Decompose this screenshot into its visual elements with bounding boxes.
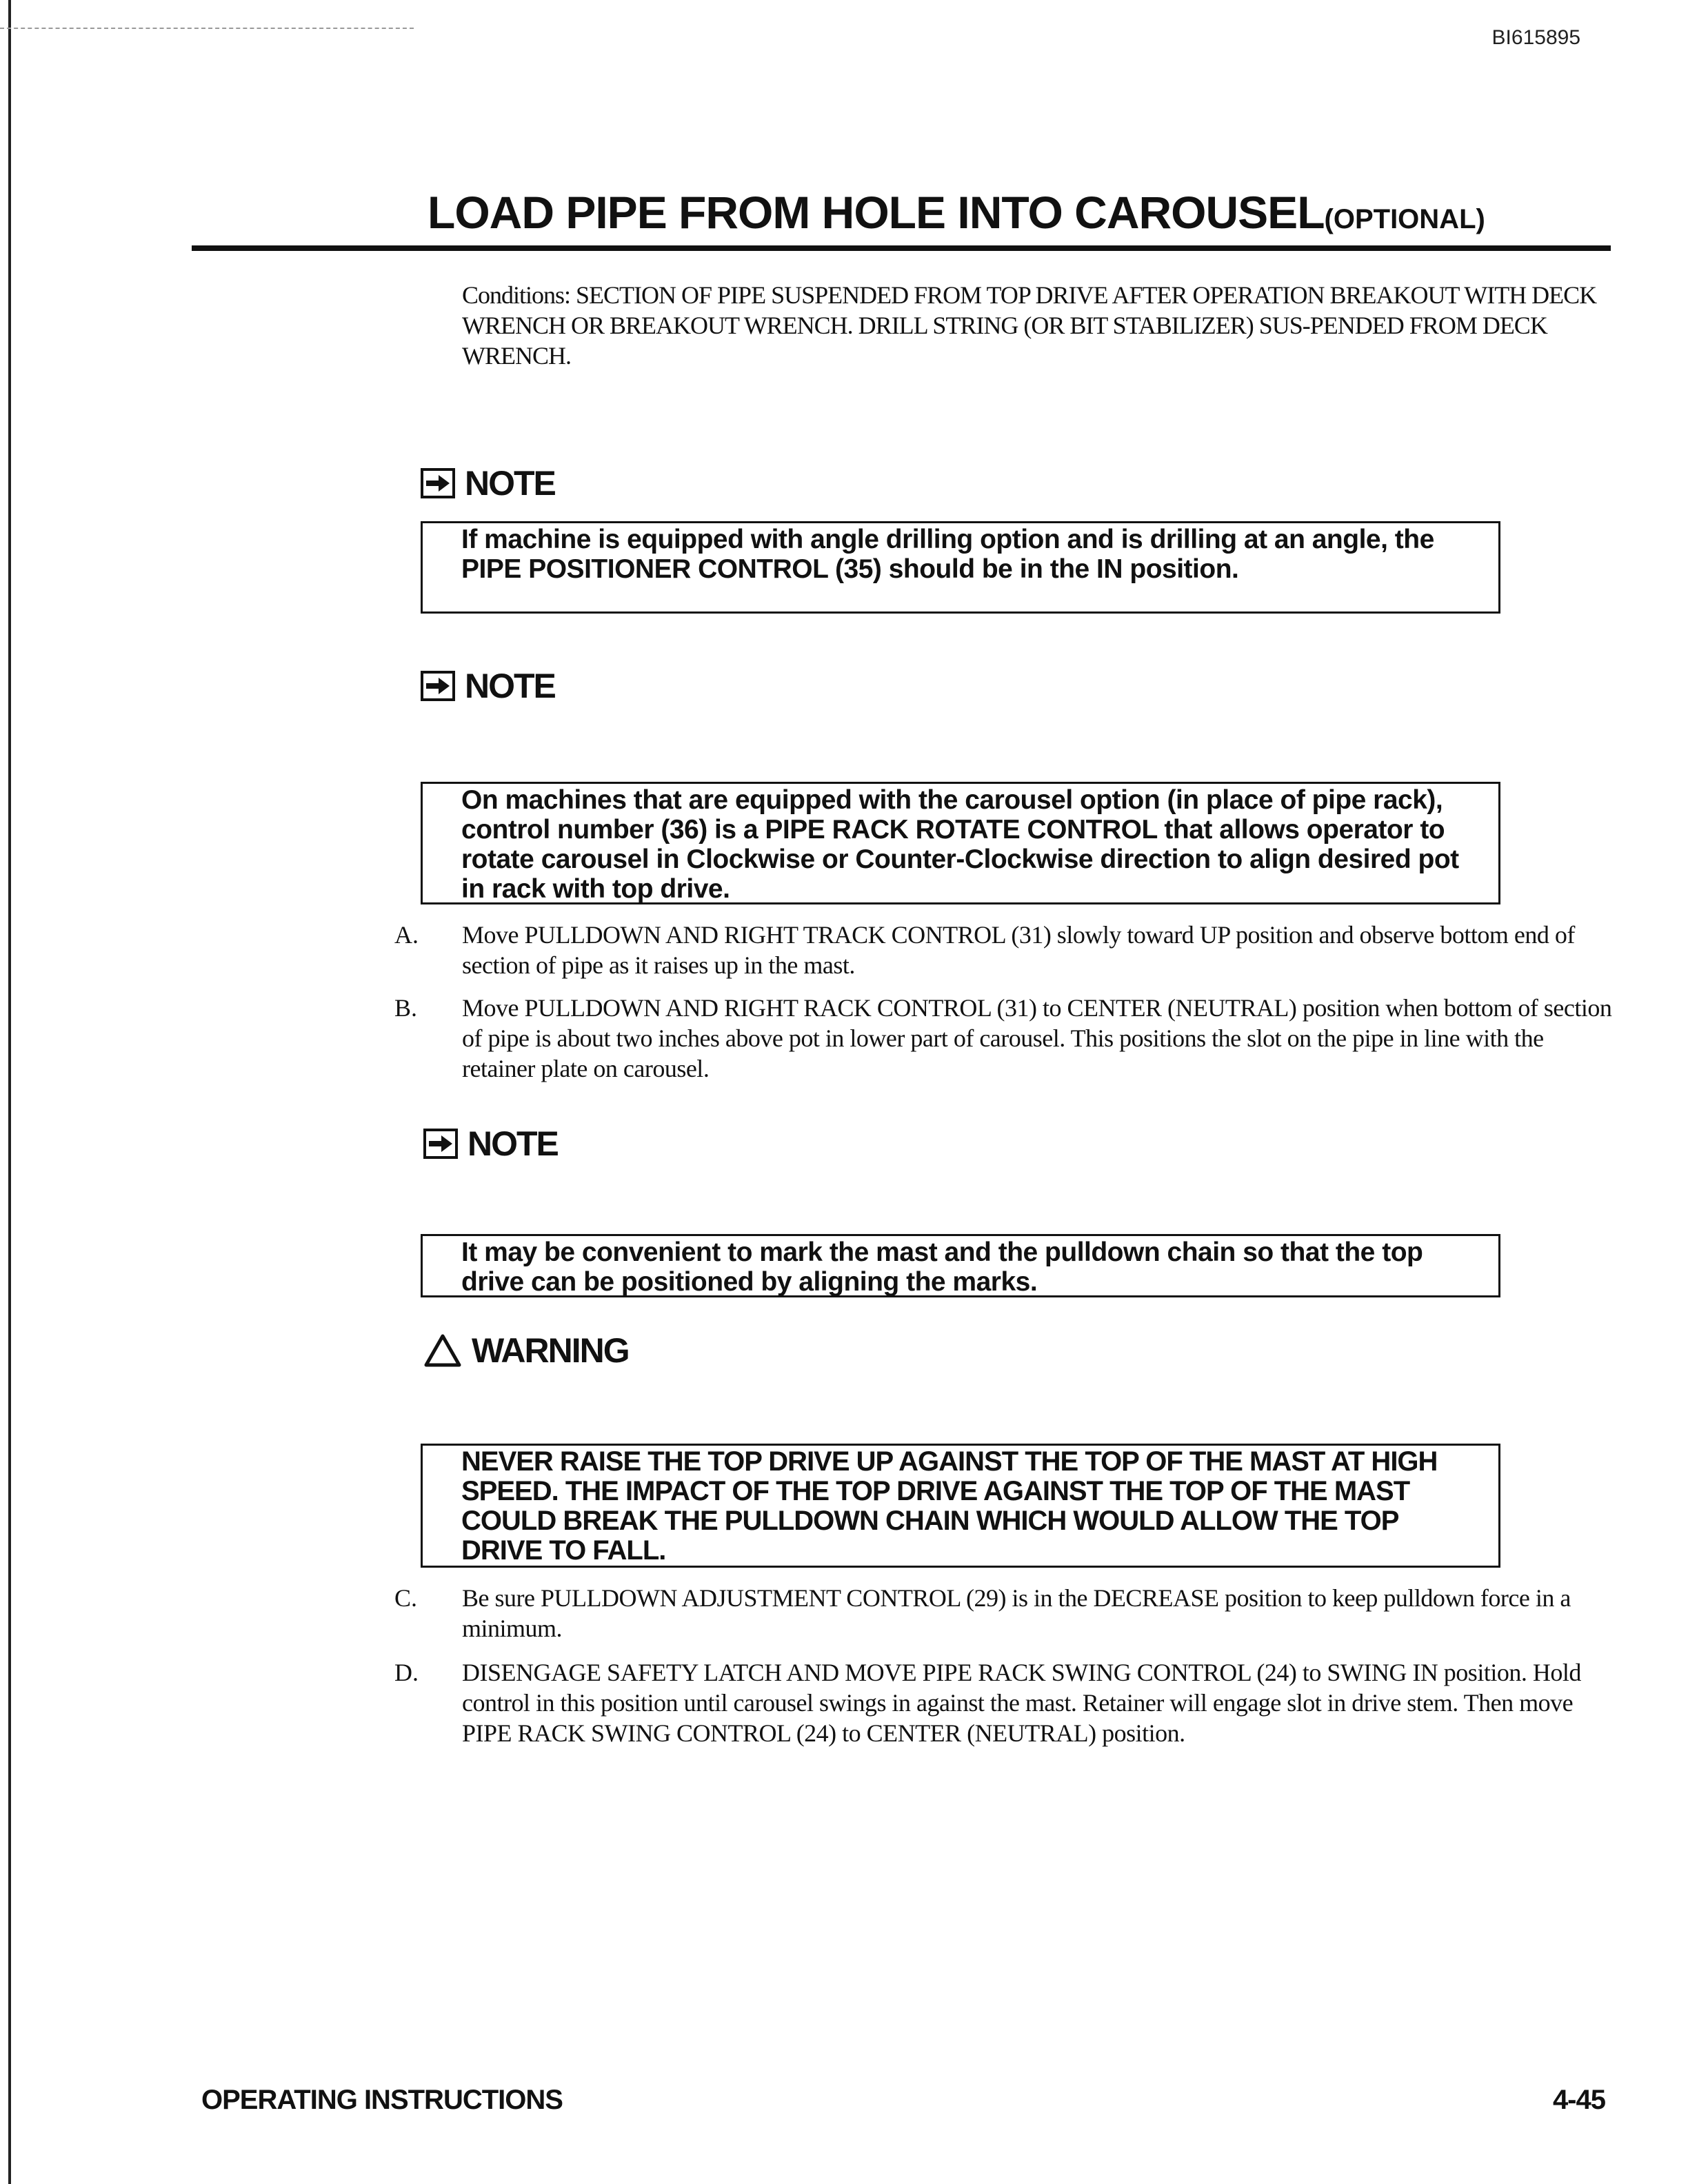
step-a xyxy=(394,920,1615,980)
step-text: Move PULLDOWN AND RIGHT RACK CONTROL (31) to CENTER (NEUTRAL) position when bottom of section of pipe is about two inches above pot in lower part of carousel. This positions the slot on the pipe in line with the retainer plate on carousel. xyxy=(462,994,1612,1082)
arrow-box-icon xyxy=(423,1129,458,1159)
step-b xyxy=(394,993,1615,1084)
step-c xyxy=(394,1583,1615,1644)
step-text: Be sure PULLDOWN ADJUSTMENT CONTROL (29) is in the DECREASE position to keep pulldown force in a minimum. xyxy=(462,1584,1571,1642)
footer-section-title: OPERATING INSTRUCTIONS xyxy=(201,2085,563,2115)
warning-label: WARNING xyxy=(472,1331,629,1370)
header-dashed-rule xyxy=(0,28,414,29)
page-title xyxy=(428,186,1485,239)
arrow-box-icon xyxy=(421,468,455,498)
step-d xyxy=(394,1657,1615,1748)
note-label: NOTE xyxy=(468,1124,558,1163)
warning-header xyxy=(423,1331,629,1371)
note-box-3 xyxy=(421,1234,1500,1297)
note-header-2 xyxy=(421,666,555,706)
warning-box xyxy=(421,1444,1500,1568)
conditions-text: Conditions: SECTION OF PIPE SUSPENDED FROM TOP DRIVE AFTER OPERATION BREAKOUT WITH DECK WRENCH OR BREAKOUT WRENCH. DRILL STRING (OR BIT STABILIZER) SUS-PENDED FROM DECK WRENCH. xyxy=(462,281,1597,370)
warning-text: NEVER RAISE THE TOP DRIVE UP AGAINST THE TOP OF THE MAST AT HIGH SPEED. THE IMPACT OF THE TOP DRIVE AGAINST THE TOP OF THE MAST COULD BREAK THE PULLDOWN CHAIN WHICH WOULD ALLOW THE TOP DRIVE TO FALL. xyxy=(461,1446,1438,1566)
step-letter: A. xyxy=(394,921,419,949)
document-id: BI615895 xyxy=(1491,26,1580,49)
page-title-suffix: (OPTIONAL) xyxy=(1324,204,1485,234)
note-text: It may be convenient to mark the mast and the pulldown chain so that the top drive can be positioned by aligning the marks. xyxy=(461,1237,1423,1297)
step-letter: C. xyxy=(394,1584,418,1612)
arrow-box-icon xyxy=(421,671,455,701)
note-text: On machines that are equipped with the carousel option (in place of pipe rack), control number (36) is a PIPE RACK ROTATE CONTROL that allows operator to rotate carousel in Clockwise or Counter-Clockwise direction to align desired pot in rack with top drive. xyxy=(461,785,1459,904)
footer-page-number: 4-45 xyxy=(1552,2085,1605,2115)
binder-edge-line xyxy=(8,0,11,2184)
note-box-2 xyxy=(421,782,1500,904)
note-text: If machine is equipped with angle drilling option and is drilling at an angle, the PIPE POSITIONER CONTROL (35) should be in the IN position. xyxy=(461,525,1434,584)
step-letter: B. xyxy=(394,994,418,1022)
note-label: NOTE xyxy=(465,464,555,503)
step-text: DISENGAGE SAFETY LATCH AND MOVE PIPE RACK SWING CONTROL (24) to SWING IN position. Hold control in this position until carousel swings in against the mast. Retainer will engage slot in drive stem. Then move PIPE RACK SWING CONTROL (24) to CENTER (NEUTRAL) position. xyxy=(462,1659,1581,1747)
note-label: NOTE xyxy=(465,667,555,705)
note-header-3 xyxy=(423,1124,558,1164)
title-rule xyxy=(192,245,1611,251)
note-box-1 xyxy=(421,521,1500,614)
warning-triangle-icon xyxy=(423,1333,462,1368)
page-title-main: LOAD PIPE FROM HOLE INTO CAROUSEL xyxy=(428,187,1325,238)
step-text: Move PULLDOWN AND RIGHT TRACK CONTROL (31) slowly toward UP position and observe bottom end of section of pipe as it raises up in the mast. xyxy=(462,921,1575,979)
step-letter: D. xyxy=(394,1659,419,1686)
note-header-1 xyxy=(421,463,555,503)
